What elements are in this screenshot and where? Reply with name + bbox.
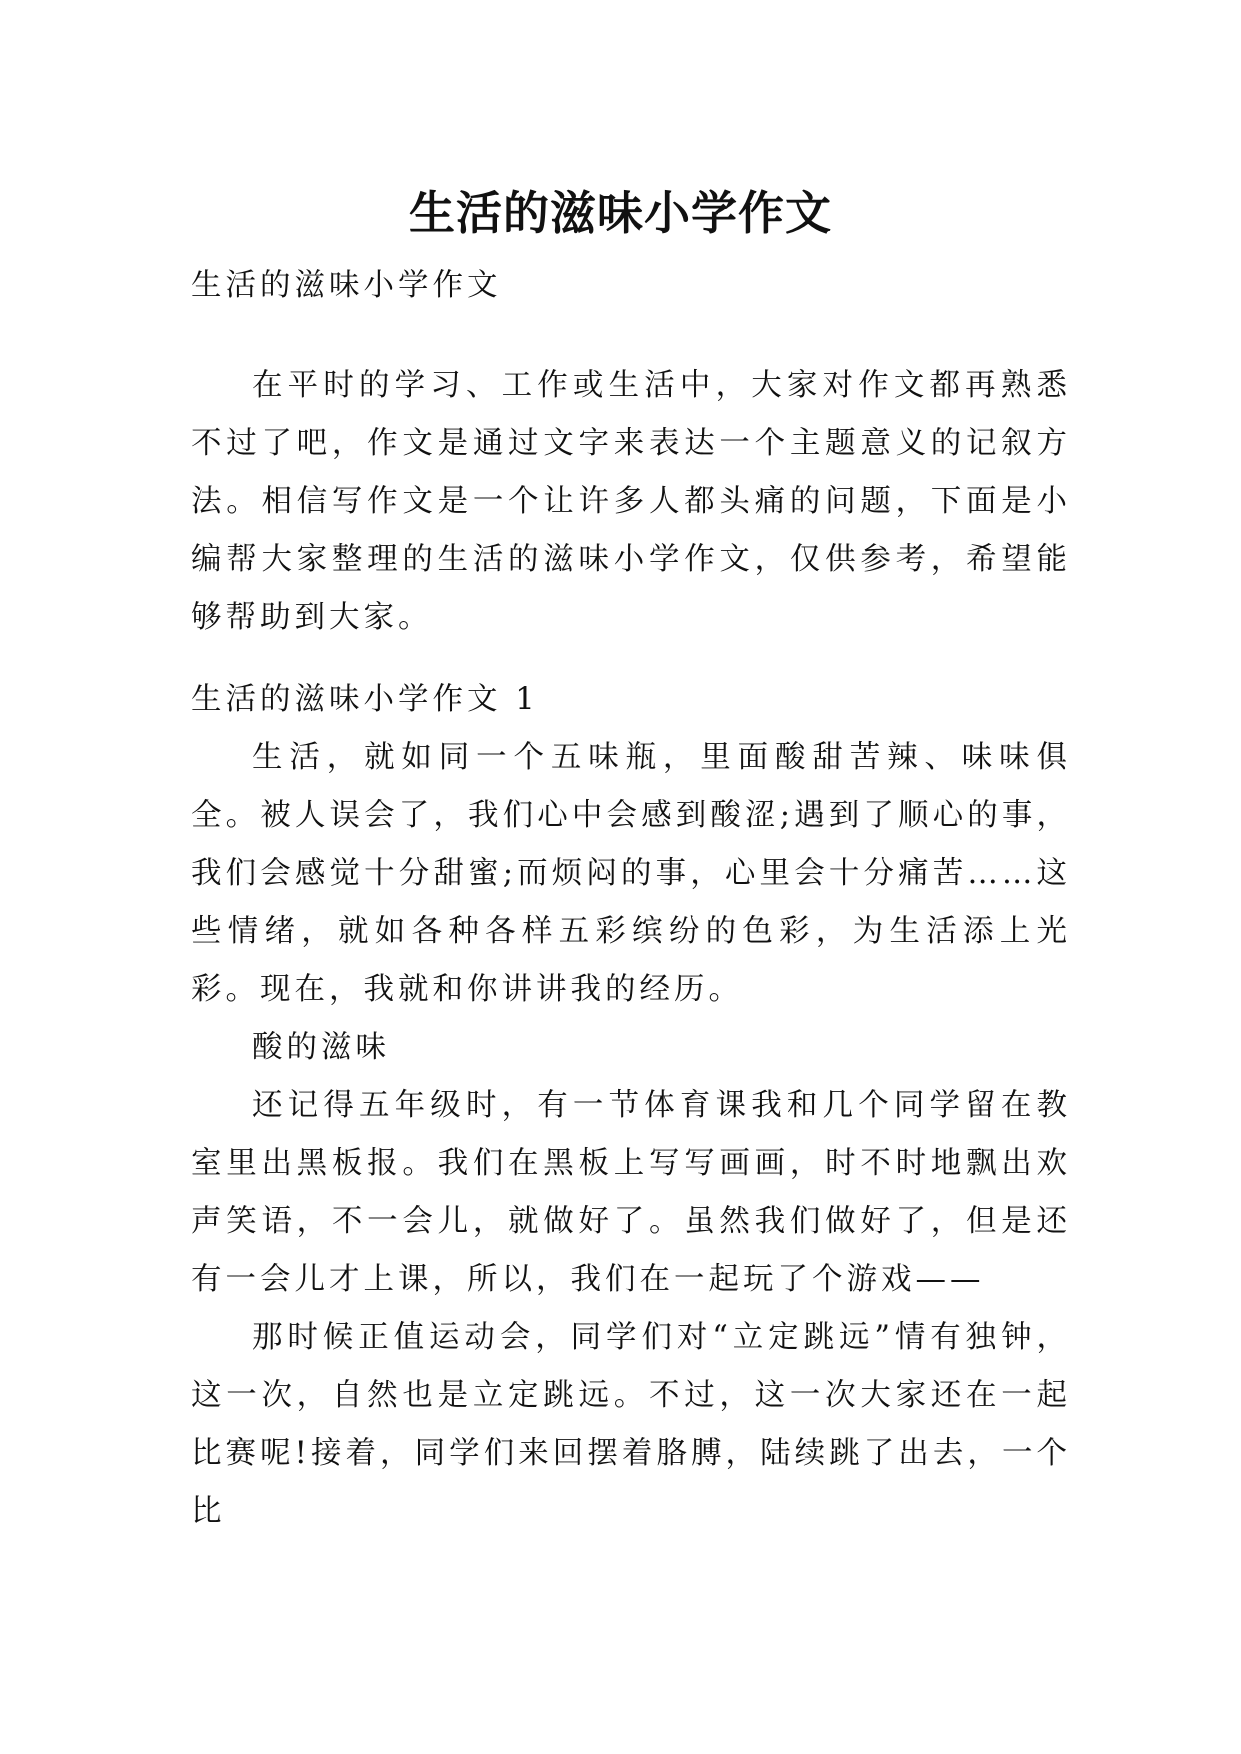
intro-block bbox=[191, 357, 1071, 647]
sub-heading-sour: 酸的滋味 bbox=[252, 1030, 390, 1065]
section-paragraph-3: 那时候正值运动会，同学们对“立定跳远”情有独钟，这一次，自然也是立定跳远。不过，这一次大家还在一起比赛呢!接着，同学们来回摆着胳膊，陆续跳了出去，一个比 bbox=[191, 1320, 1071, 1529]
document-title: 生活的滋味小学作文 bbox=[409, 185, 832, 240]
intro-paragraph: 在平时的学习、工作或生活中，大家对作文都再熟悉不过了吧，作文是通过文字来表达一个主题意义的记叙方法。相信写作文是一个让许多人都头痛的问题，下面是小编帮大家整理的生活的滋味小学作文，仅供参考，希望能够帮助到大家。 bbox=[191, 368, 1071, 635]
section-paragraph-1: 生活，就如同一个五味瓶，里面酸甜苦辣、味味俱全。被人误会了，我们心中会感到酸涩;遇到了顺心的事，我们会感觉十分甜蜜;而烦闷的事，心里会十分痛苦……这些情绪，就如各种各样五彩缤纷的色彩，为生活添上光彩。现在，我就和你讲讲我的经历。 bbox=[191, 740, 1071, 1007]
section-heading: 生活的滋味小学作文 1 bbox=[191, 682, 539, 717]
document-subtitle-block bbox=[191, 257, 1071, 315]
section-paragraph-2: 还记得五年级时，有一节体育课我和几个同学留在教室里出黑板报。我们在黑板上写写画画，时不时地飘出欢声笑语，不一会儿，就做好了。虽然我们做好了，但是还有一会儿才上课，所以，我们在一起玩了个游戏—— bbox=[191, 1088, 1071, 1297]
document-subtitle: 生活的滋味小学作文 bbox=[191, 268, 502, 303]
section-1-block bbox=[191, 671, 1071, 1541]
